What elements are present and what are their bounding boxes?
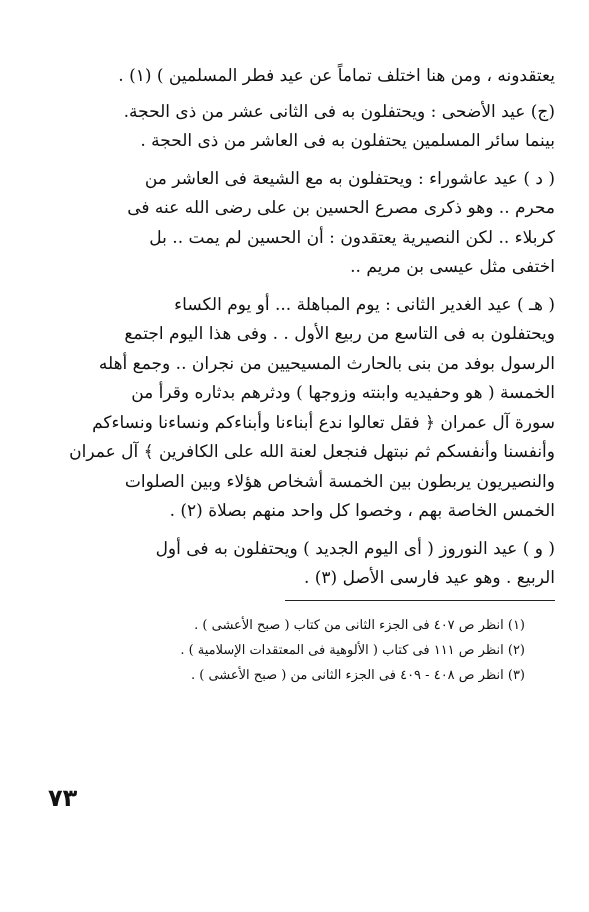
text-line: الرسول بوفد من بنى بالحارث المسيحيين من نجران .. وجمع أهله [98, 353, 555, 374]
text-line: يعتقدونه ، ومن هنا اختلف تماماً عن عيد فطر المسلمين ) (١) . [118, 66, 555, 86]
text-line: اختفى مثل عيسى بن مريم .. [350, 257, 555, 277]
text-line: ( د ) عيد عاشوراء : ويحتفلون به مع الشيعة فى العاشر من [144, 168, 555, 189]
text-line: ( و ) عيد النوروز ( أى اليوم الجديد ) ويحتفلون به فى أول [155, 538, 555, 559]
footnote-divider [285, 600, 555, 601]
text-line: سورة آل عمران ﴿ فقل تعالوا ندع أبناءنا وأبناءكم ونساءنا ونساءكم [92, 412, 555, 433]
paragraph-nowruz [40, 535, 555, 594]
text-line: الربيع . وهو عيد فارسى الأصل (٣) . [303, 568, 555, 588]
text-line: بينما سائر المسلمين يحتفلون به فى العاشر من ذى الحجة . [140, 131, 555, 151]
text-line: ( هـ ) عيد الغدير الثانى : يوم المباهلة ... أو يوم الكساء [174, 294, 555, 315]
footnote-2: (٢) انظر ص ١١١ فى كتاب ( الألوهية فى المعتقدات الإسلامية ) . [180, 642, 525, 658]
paragraph-ghadir [40, 291, 555, 527]
text-line: الخمس الخاصة بهم ، وخصوا كل واحد منهم بصلاة (٢) . [169, 501, 555, 521]
footnotes [40, 613, 555, 688]
text-line: كربلاء .. لكن النصيرية يعتقدون : أن الحسين لم يمت .. بل [149, 227, 555, 248]
text-line: وأنفسنا وأنفسكم ثم نبتهل فنجعل لعنة الله على الكافرين ﴾ آل عمران [69, 442, 555, 462]
footnote-3: (٣) انظر ص ٤٠٨ - ٤٠٩ فى الجزء الثانى من ( صبح الأعشى ) . [190, 667, 525, 683]
paragraph-ashura [40, 165, 555, 283]
text-line: (ج) عيد الأضحى : ويحتفلون به فى الثانى عشر من ذى الحجة. [123, 101, 555, 122]
paragraph-eid-adha [40, 98, 555, 157]
paragraph-eid-fitr-end [40, 62, 555, 92]
text-line: ويحتفلون به فى التاسع من ربيع الأول . . وفى هذا اليوم اجتمع [124, 324, 555, 344]
page-number: ٧٣ [48, 784, 78, 812]
text-line: والنصيريون يربطون بين الخمسة أشخاص هؤلاء وبين الصلوات [124, 471, 555, 492]
page-body [40, 62, 555, 688]
footnote-1: (١) انظر ص ٤٠٧ فى الجزء الثانى من كتاب ( صبح الأعشى ) . [194, 617, 525, 633]
text-line: محرم .. وهو ذكرى مصرع الحسين بن على رضى الله عنه فى [127, 198, 555, 218]
text-line: الخمسة ( هو وحفيديه وابنته وزوجها ) ودثرهم بدثاره وقرأ من [131, 383, 555, 403]
